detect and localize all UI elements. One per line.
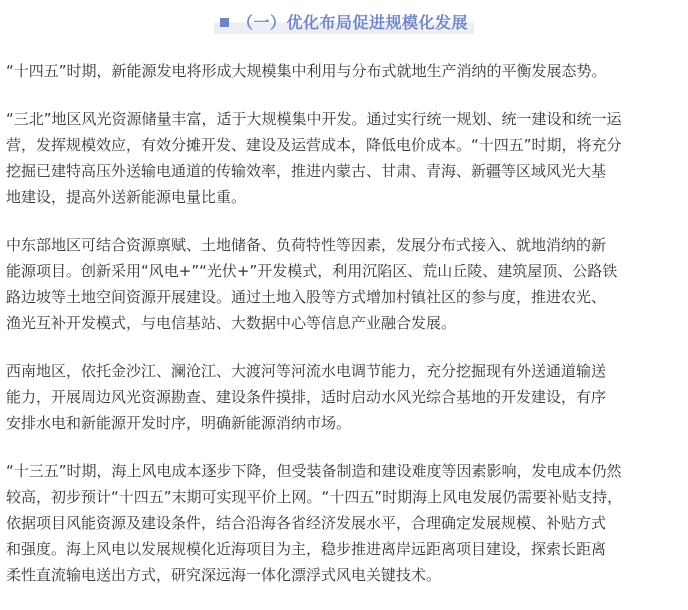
paragraph-line: 营，发挥规模效应，有效分摊开发、建设及运营成本，降低电价成本。“十四五”时期，将充分 — [6, 136, 622, 154]
paragraph-line: 西南地区，依托金沙江、澜沧江、大渡河等河流水电调节能力，充分挖掘现有外送通道输送 — [6, 362, 607, 380]
paragraph-line: 路边坡等土地空间资源开展建设。通过土地入股等方式增加村镇社区的参与度，推进农光、 — [6, 288, 607, 306]
paragraph-line: 中东部地区可结合资源禀赋、土地储备、负荷特性等因素，发展分布式接入、就地消纳的新 — [6, 236, 607, 254]
paragraph-line: “十四五”时期，新能源发电将形成大规模集中利用与分布式就地生产消纳的平衡发展态势。 — [6, 62, 607, 80]
paragraph-line: “三北”地区风光资源储量丰富，适于大规模集中开发。通过实行统一规划、统一建设和统一运 — [6, 110, 622, 128]
paragraph-offshore-wind — [6, 458, 684, 588]
section-header — [0, 8, 688, 34]
paragraph-southwest — [6, 358, 684, 436]
paragraph-line: 能源项目。创新采用“风电+”“光伏+”开发模式，利用沉陷区、荒山丘陵、建筑屋顶、公路铁 — [6, 262, 618, 280]
section-title: （一）优化布局促进规模化发展 — [236, 12, 468, 32]
paragraph-line: 地建设，提高外送新能源电量比重。 — [6, 188, 247, 206]
paragraph-line: 渔光互补开发模式，与电信基站、大数据中心等信息产业融合发展。 — [6, 314, 457, 332]
article-body — [6, 58, 684, 610]
paragraph-line: 挖掘已建特高压外送输电通道的传输效率，推进内蒙古、甘肃、青海、新疆等区域风光大基 — [6, 162, 607, 180]
paragraph-line: 能力，开展周边风光资源勘查、建设条件摸排，适时启动水风光综合基地的开发建设，有序 — [6, 388, 607, 406]
paragraph-line: 柔性直流输电送出方式，研究深远海一体化漂浮式风电关键技术。 — [6, 566, 442, 584]
section-header-band — [214, 8, 474, 34]
paragraph-overview — [6, 58, 684, 84]
paragraph-line: 依据项目风能资源及建设条件，结合沿海各省经济发展水平，合理确定发展规模、补贴方式 — [6, 514, 607, 532]
paragraph-line: 安排水电和新能源开发时序，明确新能源消纳市场。 — [6, 414, 352, 432]
paragraph-sanbei — [6, 106, 684, 210]
square-bullet-icon — [220, 18, 229, 27]
paragraph-line: 较高，初步预计“十四五”末期可实现平价上网。“十四五”时期海上风电发展仍需要补贴支持， — [6, 488, 623, 506]
paragraph-central-east — [6, 232, 684, 336]
paragraph-line: “十三五”时期，海上风电成本逐步下降，但受装备制造和建设难度等因素影响，发电成本仍然 — [6, 462, 622, 480]
paragraph-line: 和强度。海上风电以发展规模化近海项目为主，稳步推进离岸远距离项目建设，探索长距离 — [6, 540, 607, 558]
